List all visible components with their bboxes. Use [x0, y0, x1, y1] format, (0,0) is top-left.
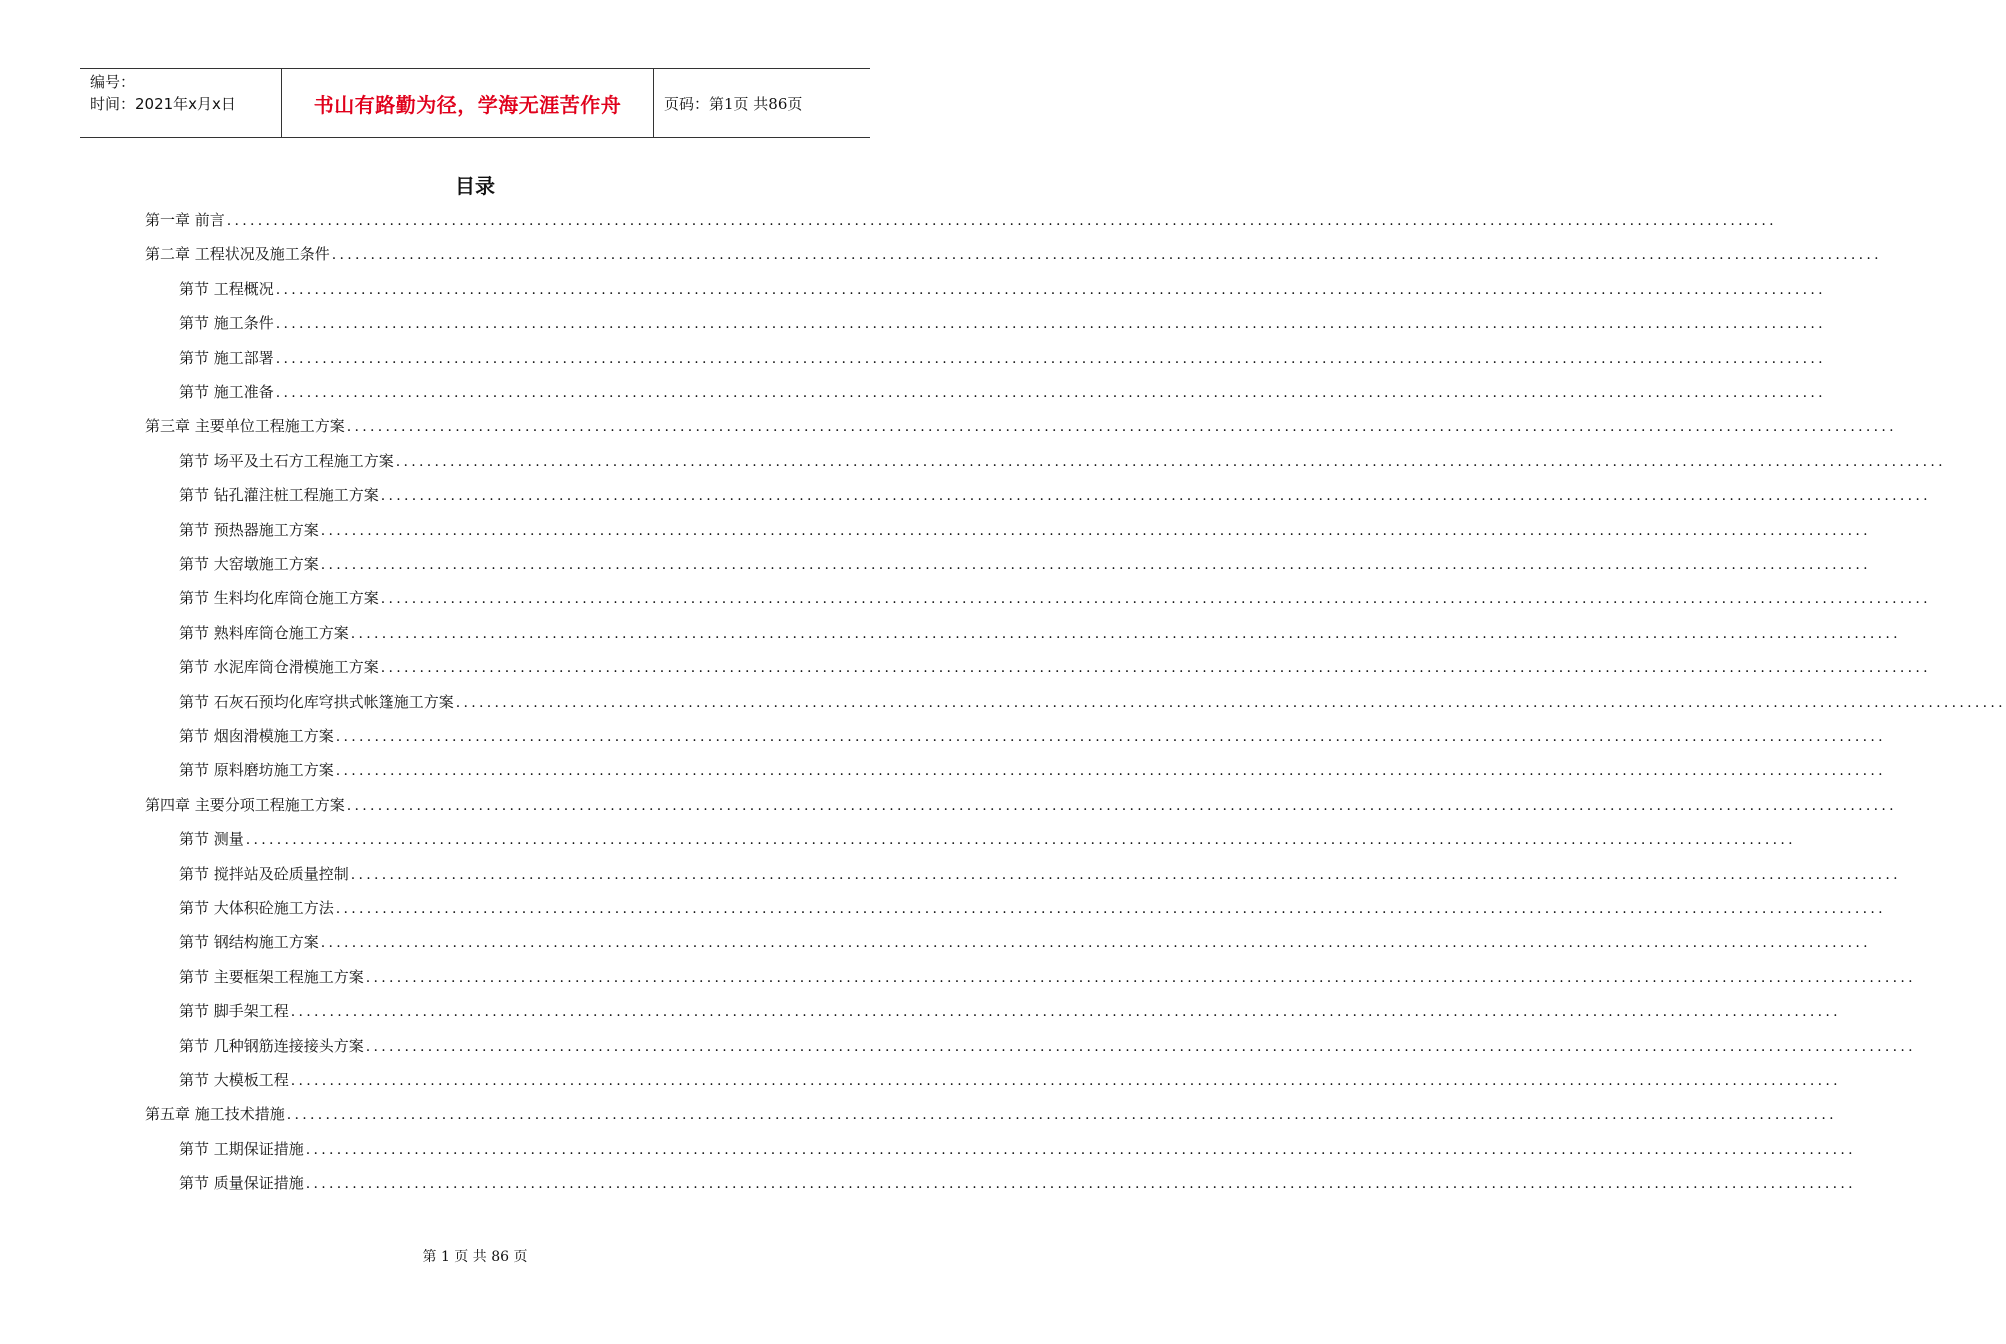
toc-entry-text: 第节 施工部署 — [179, 348, 274, 367]
toc-entry[interactable] — [179, 582, 1931, 608]
toc-dot-leader: ........................................................................................................................................................................................................ — [380, 488, 1931, 505]
toc-entry-text: 第节 大体积砼施工方法 — [179, 899, 334, 917]
toc-dot-leader: ........................................................................................................................................................................................................ — [286, 1107, 1837, 1124]
toc-entry-text: 第节 场平及土石方工程施工方案 — [179, 451, 394, 470]
toc-entry-text: 第节 烟囱滑模施工方案 — [179, 727, 334, 745]
header-motto-cell — [282, 69, 654, 137]
page-info-text: 页码：第1页 共86页 — [664, 94, 803, 113]
toc-dot-leader: ........................................................................................................................................................................................................ — [335, 763, 1886, 780]
toc-entry[interactable] — [179, 720, 1886, 746]
toc-entry-text: 第节 施工准备 — [179, 383, 274, 401]
toc-dot-leader: ........................................................................................................................................................................................................ — [395, 453, 1946, 470]
toc-dot-leader: ........................................................................................................................................................................................................ — [245, 832, 1796, 849]
time-label: 时间：2021年x月x日 — [90, 95, 236, 113]
toc-entry[interactable] — [179, 514, 1871, 540]
toc-entry-text: 第节 测量 — [179, 830, 244, 849]
toc-entry-text: 第节 大模板工程 — [179, 1071, 289, 1089]
toc-entry[interactable] — [179, 1064, 1841, 1090]
toc-entry[interactable] — [179, 651, 1931, 677]
toc-dot-leader: ........................................................................................................................................................................................................ — [346, 419, 1897, 436]
toc-entry[interactable] — [145, 789, 1897, 815]
toc-entry[interactable] — [179, 479, 1931, 505]
toc-entry-text: 第一章 前言 — [145, 211, 225, 229]
toc-entry-text: 第五章 施工技术措施 — [145, 1105, 285, 1124]
toc-dot-leader: ........................................................................................................................................................................................................ — [275, 281, 1826, 298]
toc-entry-text: 第节 施工条件 — [179, 314, 274, 333]
toc-dot-leader: ........................................................................................................................................................................................................ — [320, 522, 1871, 539]
toc-entry[interactable] — [179, 342, 1826, 368]
toc-entry-text: 第节 原料磨坊施工方案 — [179, 761, 334, 780]
toc-entry-text: 第节 几种钢筋连接接头方案 — [179, 1036, 364, 1055]
motto-text: 书山有路勤为径，学海无涯苦作舟 — [313, 92, 622, 117]
toc-dot-leader: ........................................................................................................................................................................................................ — [305, 1176, 1856, 1193]
toc-dot-leader: ........................................................................................................................................................................................................ — [455, 694, 2006, 711]
toc-entry-text: 第节 主要框架工程施工方案 — [179, 967, 364, 986]
toc-dot-leader: ........................................................................................................................................................................................................ — [350, 866, 1901, 883]
toc-entry[interactable] — [179, 273, 1826, 299]
toc-dot-leader: ........................................................................................................................................................................................................ — [275, 385, 1826, 401]
toc-dot-leader: ........................................................................................................................................................................................................ — [365, 1038, 1916, 1055]
toc-entry[interactable] — [179, 995, 1841, 1021]
toc-entry[interactable] — [179, 307, 1826, 333]
toc-entry-text: 第节 搅拌站及砼质量控制 — [179, 864, 349, 883]
toc-dot-leader: ........................................................................................................................................................................................................ — [335, 901, 1886, 917]
toc-dot-leader: ........................................................................................................................................................................................................ — [290, 1004, 1841, 1021]
toc-entry[interactable] — [179, 686, 2006, 712]
toc-entry[interactable] — [179, 1030, 1916, 1056]
toc-entry[interactable] — [179, 1133, 1856, 1159]
toc-dot-leader: ........................................................................................................................................................................................................ — [320, 557, 1871, 573]
toc-entry[interactable] — [179, 926, 1871, 952]
toc-entry[interactable] — [145, 204, 1777, 230]
toc-dot-leader: ........................................................................................................................................................................................................ — [335, 729, 1886, 745]
number-label: 编号： — [90, 73, 136, 91]
toc-dot-leader: ........................................................................................................................................................................................................ — [380, 591, 1931, 608]
toc-entry-text: 第节 脚手架工程 — [179, 1002, 289, 1021]
toc-dot-leader: ........................................................................................................................................................................................................ — [331, 247, 1882, 264]
toc-entry-text: 第三章 主要单位工程施工方案 — [145, 417, 345, 436]
toc-dot-leader: ........................................................................................................................................................................................................ — [275, 350, 1826, 367]
toc-entry-text: 第节 质量保证措施 — [179, 1174, 304, 1193]
toc-entry-text: 第节 预热器施工方案 — [179, 520, 319, 539]
page-header — [80, 68, 870, 138]
toc-entry[interactable] — [179, 376, 1826, 402]
toc-entry[interactable] — [179, 548, 1871, 574]
toc-dot-leader: ........................................................................................................................................................................................................ — [346, 797, 1897, 814]
toc-entry[interactable] — [179, 754, 1886, 780]
toc-entry[interactable] — [145, 238, 1882, 264]
toc-entry-text: 第节 工程概况 — [179, 279, 274, 298]
toc-entry[interactable] — [179, 823, 1796, 849]
header-meta — [80, 69, 282, 137]
toc-dot-leader: ........................................................................................................................................................................................................ — [365, 969, 1916, 986]
toc-entry-text: 第节 工期保证措施 — [179, 1139, 304, 1158]
toc-dot-leader: ........................................................................................................................................................................................................ — [320, 935, 1871, 952]
toc-entry[interactable] — [145, 1098, 1837, 1124]
toc-dot-leader: ........................................................................................................................................................................................................ — [380, 660, 1931, 677]
toc-title: 目录 — [455, 174, 495, 198]
toc-dot-leader: ........................................................................................................................................................................................................ — [305, 1141, 1856, 1158]
toc-entry-text: 第二章 工程状况及施工条件 — [145, 245, 330, 264]
toc-entry-text: 第节 大窑墩施工方案 — [179, 555, 319, 573]
toc-entry[interactable] — [179, 892, 1886, 918]
toc-entry-text: 第节 水泥库筒仓滑模施工方案 — [179, 658, 379, 677]
page-footer: 第 1 页 共 86 页 — [422, 1249, 528, 1265]
toc-entry-text: 第四章 主要分项工程施工方案 — [145, 795, 345, 814]
header-page-info — [654, 69, 870, 137]
toc-entry[interactable] — [179, 961, 1916, 987]
toc-entry-text: 第节 钢结构施工方案 — [179, 933, 319, 952]
toc-entry[interactable] — [179, 445, 1946, 471]
toc-entry[interactable] — [145, 410, 1897, 436]
toc-entry-text: 第节 石灰石预均化库穹拱式帐篷施工方案 — [179, 692, 454, 711]
toc-entry[interactable] — [179, 617, 1901, 643]
toc-dot-leader: ........................................................................................................................................................................................................ — [226, 213, 1777, 229]
toc-entry-text: 第节 钻孔灌注桩工程施工方案 — [179, 486, 379, 505]
toc-entry[interactable] — [179, 858, 1901, 884]
toc-dot-leader: ........................................................................................................................................................................................................ — [350, 625, 1901, 642]
toc-entry-text: 第节 生料均化库筒仓施工方案 — [179, 589, 379, 608]
toc-entry[interactable] — [179, 1167, 1856, 1193]
toc-dot-leader: ........................................................................................................................................................................................................ — [290, 1073, 1841, 1089]
toc-dot-leader: ........................................................................................................................................................................................................ — [275, 316, 1826, 333]
toc-entry-text: 第节 熟料库筒仓施工方案 — [179, 623, 349, 642]
